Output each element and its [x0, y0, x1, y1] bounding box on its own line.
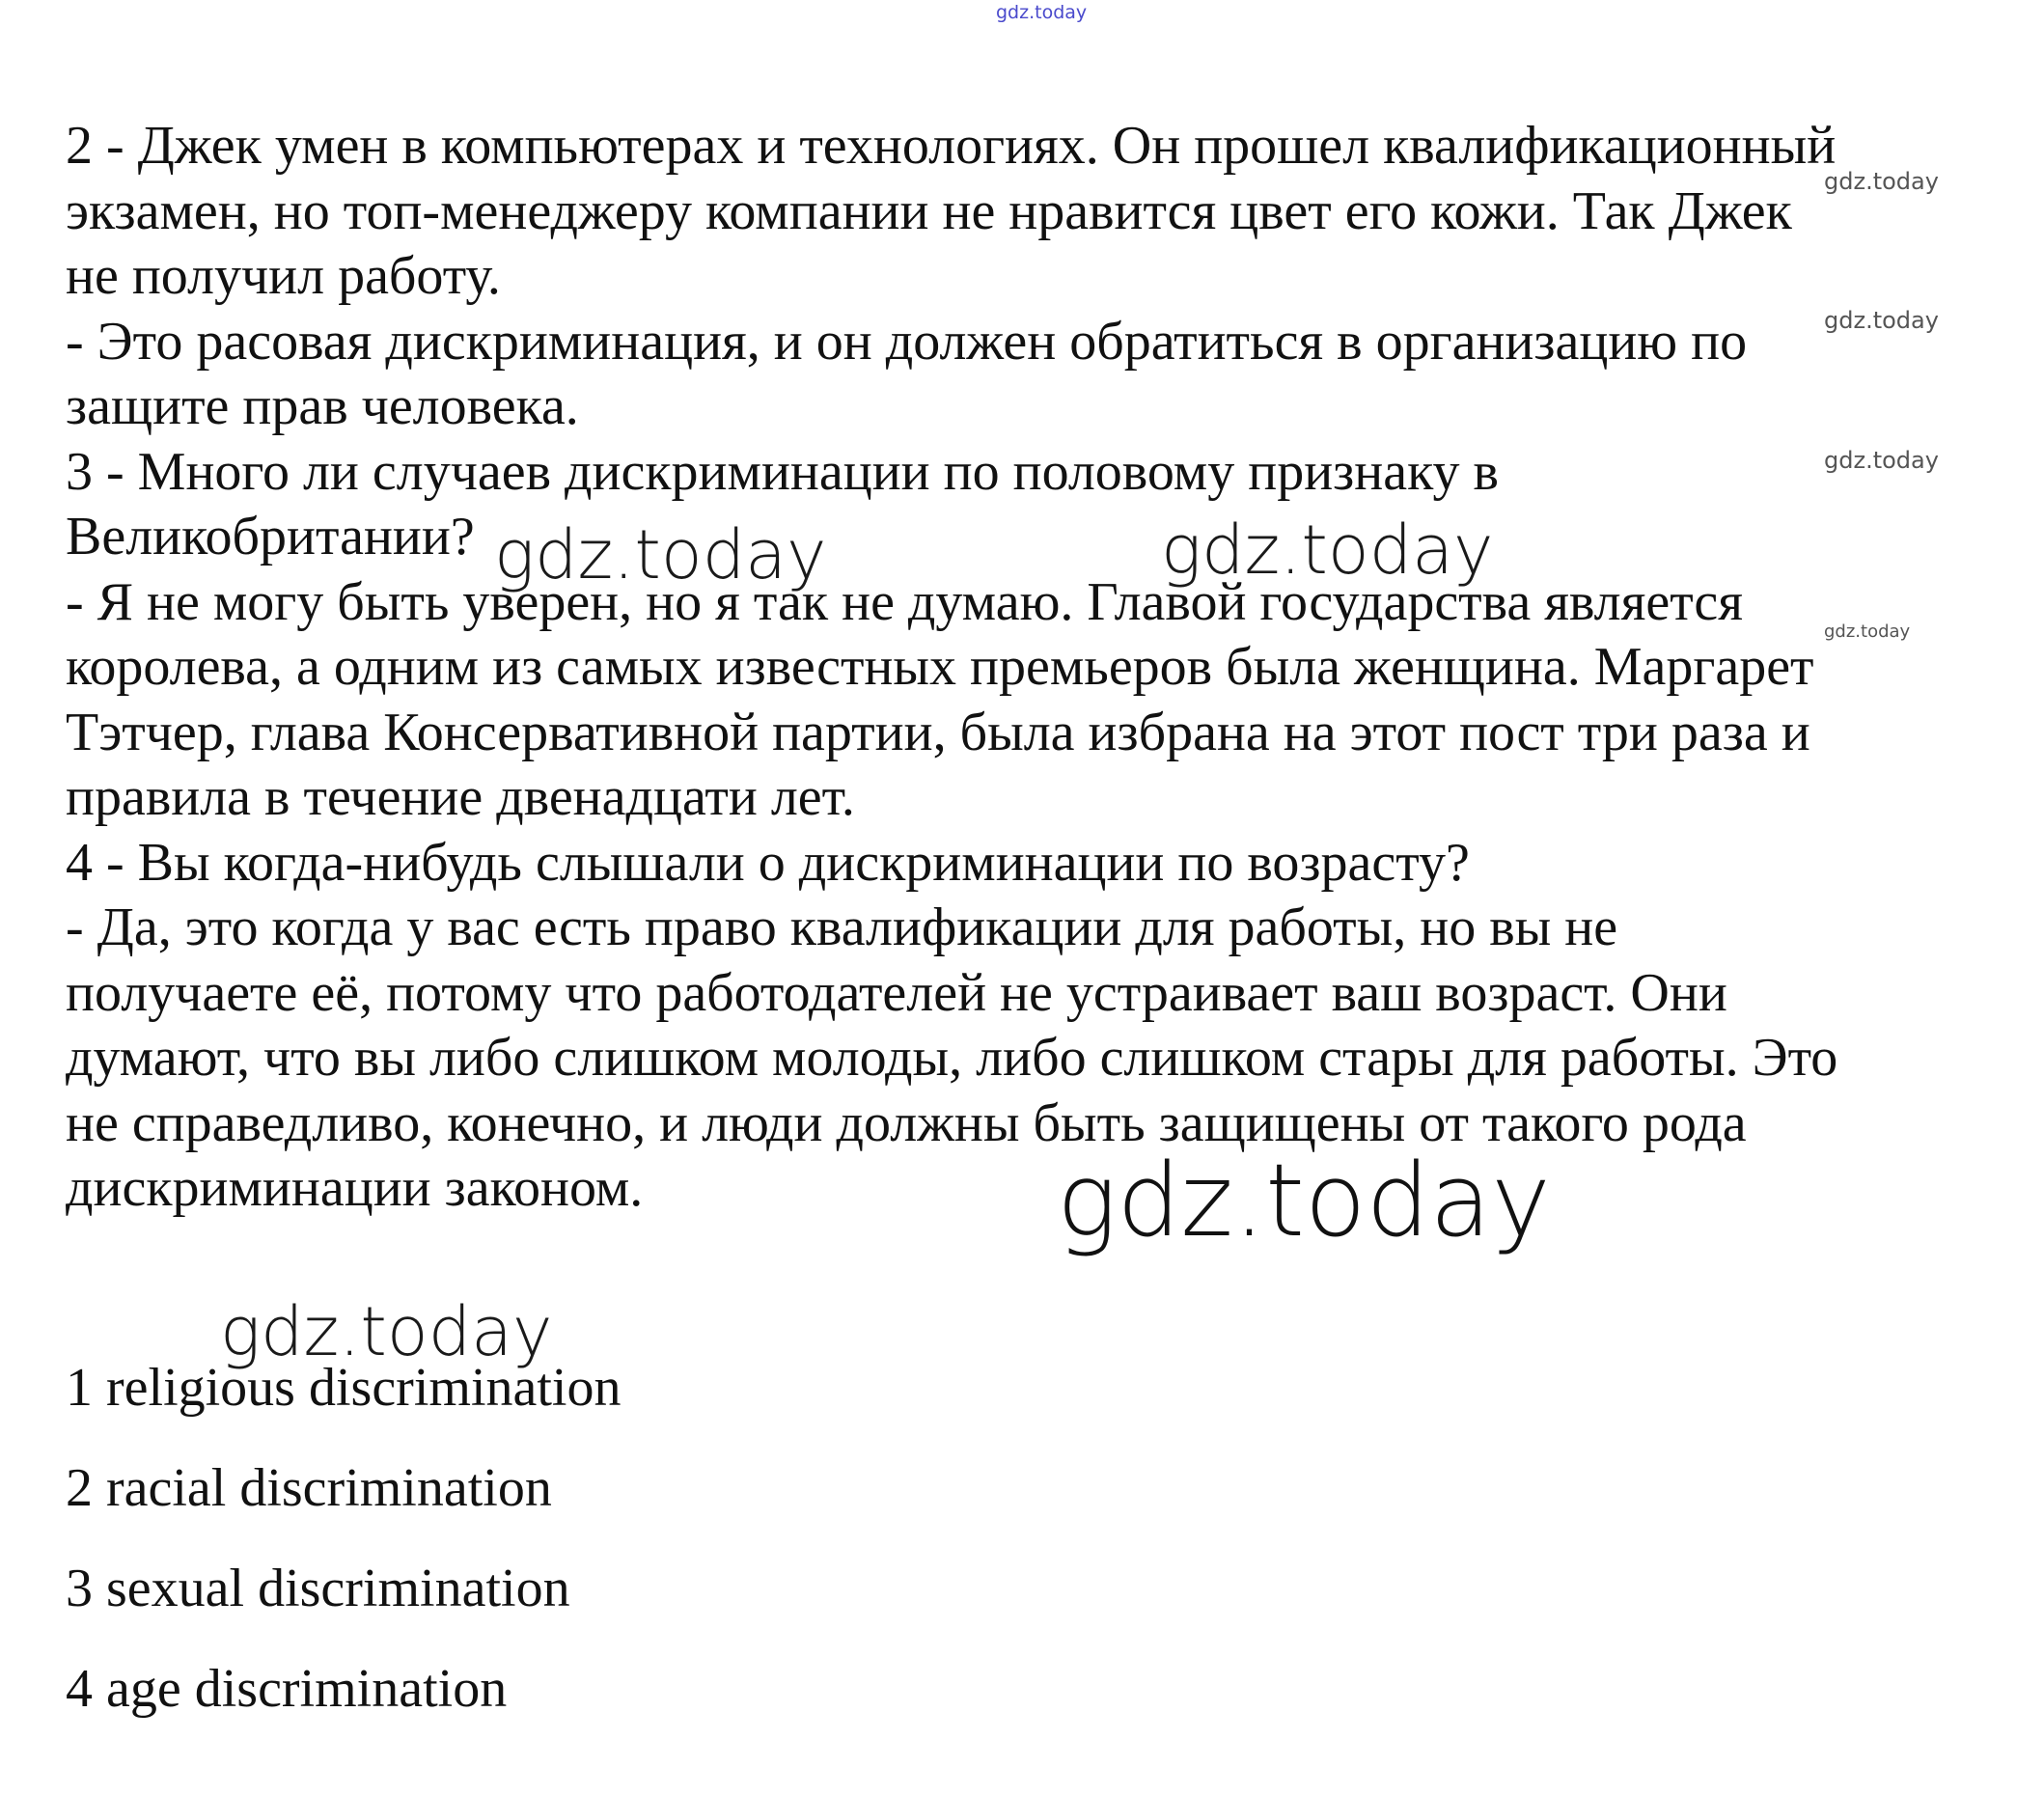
watermark-side: gdz.today [1824, 621, 1911, 642]
text-line: экзамен, но топ-менеджеру компании не нравится цвет его кожи. Так Джек [66, 180, 1792, 241]
text-line: Тэтчер, глава Консервативной партии, была избрана на этот пост три раза и [66, 702, 1810, 762]
text-line: не справедливо, конечно, и люди должны быть защищены от такого рода [66, 1092, 1747, 1153]
text-line: 4 - Вы когда-нибудь слышали о дискриминации по возрасту? [66, 832, 1470, 893]
text-line: - Я не могу быть уверен, но я так не думаю. Главой государства является [66, 571, 1743, 632]
answer-list [66, 1356, 621, 1757]
text-line: защите прав человека. [66, 376, 579, 436]
watermark-side: gdz.today [1824, 307, 1939, 334]
text-line: королева, а одним из самых известных премьеров была женщина. Маргарет [66, 637, 1814, 697]
answer-item: 1 religious discrimination [66, 1358, 621, 1418]
text-line: правила в течение двенадцати лет. [66, 767, 855, 827]
watermark-side: gdz.today [1824, 168, 1939, 195]
text-line: 2 - Джек умен в компьютерах и технологиях. Он прошел квалификационный [66, 116, 1837, 176]
watermark-mid: gdz.today [1161, 511, 1494, 590]
watermark-top: gdz.today [996, 2, 1088, 23]
answer-item: 2 racial discrimination [66, 1458, 552, 1518]
text-line: думают, что вы либо слишком молоды, либо слишком стары для работы. Это [66, 1028, 1838, 1088]
dialogue-text [66, 114, 1957, 1222]
answer-item: 4 age discrimination [66, 1659, 508, 1719]
text-line: Великобритании? [66, 507, 475, 566]
text-line: дискриминации законом. [66, 1158, 644, 1218]
watermark-mid: gdz.today [494, 515, 827, 594]
watermark-side: gdz.today [1824, 447, 1939, 474]
text-line: получаете её, потому что работодателей не устраивает ваш возраст. Они [66, 962, 1727, 1023]
text-line: - Это расовая дискриминация, и он должен обратиться в организацию по [66, 311, 1748, 372]
watermark-large: gdz.today [1057, 1142, 1551, 1259]
answer-item: 3 sexual discrimination [66, 1559, 570, 1618]
watermark-mid: gdz.today [220, 1292, 553, 1371]
text-line: не получил работу. [66, 246, 501, 306]
text-line: - Да, это когда у вас есть право квалификации для работы, но вы не [66, 898, 1618, 957]
text-line: 3 - Много ли случаев дискриминации по половому признаку в [66, 441, 1499, 502]
